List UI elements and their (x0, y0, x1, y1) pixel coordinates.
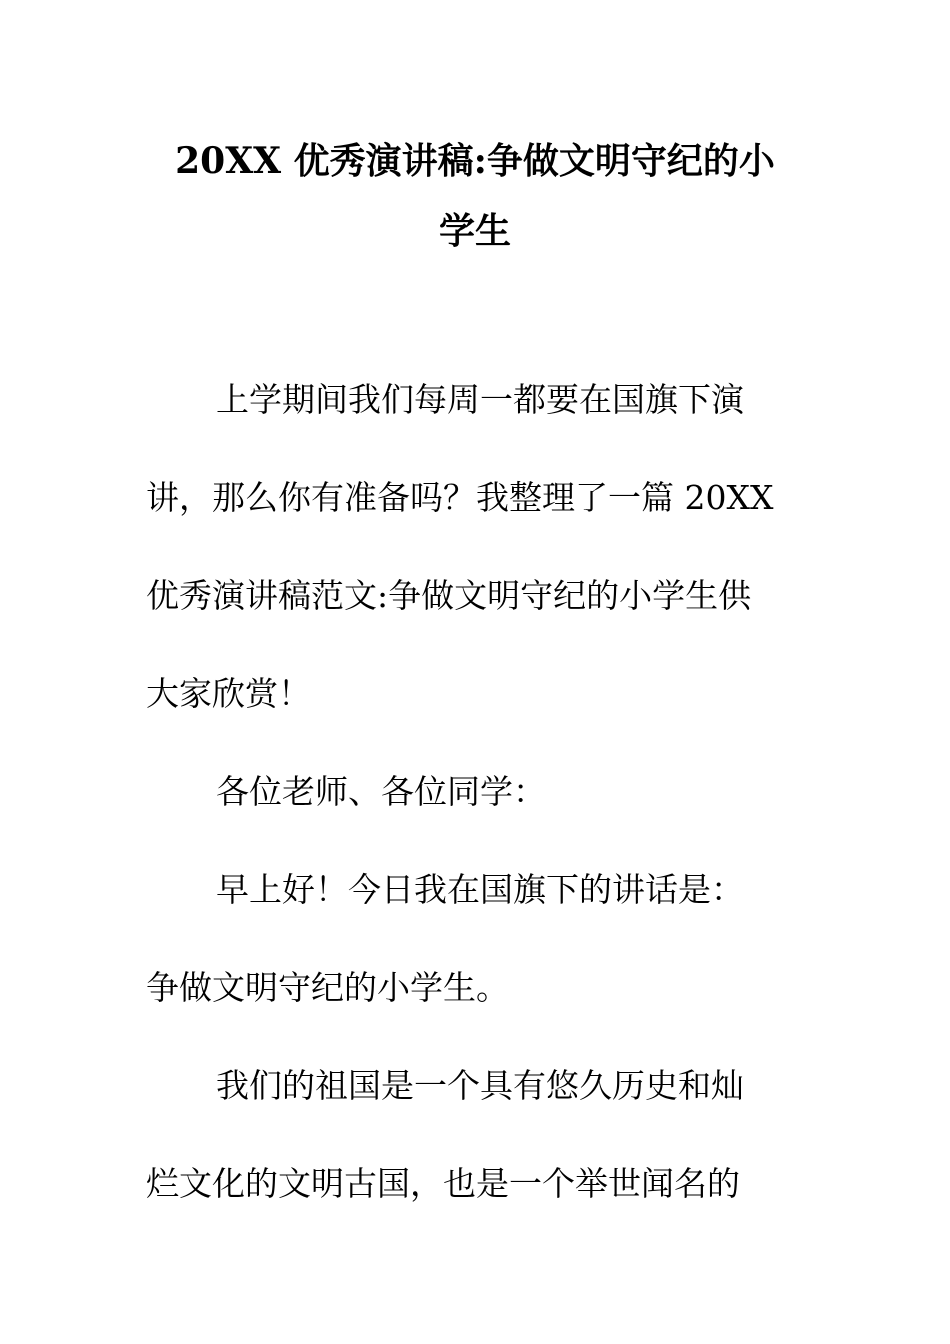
paragraph-line: 大家欣赏！ (146, 674, 311, 713)
paragraph-line: 上学期间我们每周一都要在国旗下演 (216, 380, 744, 419)
document-body (146, 363, 806, 1245)
paragraph-line: 各位老师、各位同学： (216, 772, 546, 811)
paragraph-line: 讲，那么你有准备吗？我整理了一篇 20XX (146, 478, 774, 517)
paragraph-line: 优秀演讲稿范文:争做文明守纪的小学生供 (146, 576, 752, 615)
paragraph-line: 争做文明守纪的小学生。 (146, 968, 509, 1007)
document-title (140, 126, 810, 266)
paragraph-line: 早上好！今日我在国旗下的讲话是： (216, 870, 744, 909)
title-line: 20XX 优秀演讲稿:争做文明守纪的小 (175, 140, 775, 182)
paragraph-line: 烂文化的文明古国，也是一个举世闻名的 (146, 1164, 740, 1203)
title-line: 学生 (438, 210, 511, 252)
paragraph-line: 我们的祖国是一个具有悠久历史和灿 (216, 1066, 744, 1105)
